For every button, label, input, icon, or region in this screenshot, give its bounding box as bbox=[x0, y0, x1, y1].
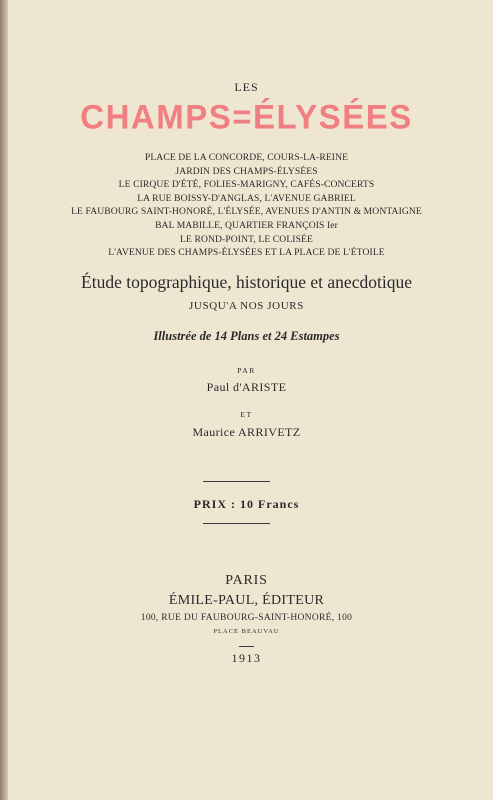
publisher-city: PARIS bbox=[225, 573, 268, 588]
price: PRIX : 10 Francs bbox=[193, 497, 300, 511]
place-line: JARDIN DES CHAMPS-ÉLYSÉES bbox=[175, 165, 318, 177]
publisher-place: PLACE BEAUVAU bbox=[213, 628, 280, 635]
book-title: CHAMPS=ÉLYSÉES bbox=[80, 97, 413, 136]
place-line: LE ROND-POINT, LE COLISÉE bbox=[180, 233, 313, 245]
place-line: L'AVENUE DES CHAMPS-ÉLYSÉES ET LA PLACE DE L'ÉTOILE bbox=[108, 247, 385, 259]
and-label: ET bbox=[240, 410, 253, 419]
places-list bbox=[0, 151, 493, 260]
author-second: Maurice ARRIVETZ bbox=[192, 425, 301, 439]
subtitle: Étude topographique, historique et anecdotique bbox=[81, 272, 412, 292]
author-first: Paul d'ARISTE bbox=[206, 380, 287, 394]
year-dash bbox=[239, 646, 254, 647]
illustrations-note: Illustrée de 14 Plans et 24 Estampes bbox=[153, 329, 340, 343]
subtitle-period: JUSQU'A NOS JOURS bbox=[189, 300, 304, 312]
publisher-name: ÉMILE-PAUL, ÉDITEUR bbox=[168, 593, 325, 608]
publisher-address: 100, RUE DU FAUBOURG-SAINT-HONORÉ, 100 bbox=[140, 613, 353, 623]
price-rule-bottom bbox=[203, 523, 270, 524]
by-label: PAR bbox=[237, 366, 256, 375]
place-line: PLACE DE LA CONCORDE, COURS-LA-REINE bbox=[144, 152, 349, 163]
price-rule-top bbox=[203, 481, 270, 482]
publication-year: 1913 bbox=[231, 651, 262, 665]
place-line: LA RUE BOISSY-D'ANGLAS, L'AVENUE GABRIEL bbox=[137, 192, 356, 204]
title-article: LES bbox=[234, 80, 259, 94]
place-line: BAL MABILLE, QUARTIER FRANÇOIS Ier bbox=[155, 219, 338, 231]
place-line: LE FAUBOURG SAINT-HONORÉ, L'ÉLYSÉE, AVENUES D'ANTIN & MONTAIGNE bbox=[71, 206, 422, 218]
place-line: LE CIRQUE D'ÉTÉ, FOLIES-MARIGNY, CAFÉS-CONCERTS bbox=[118, 179, 375, 191]
